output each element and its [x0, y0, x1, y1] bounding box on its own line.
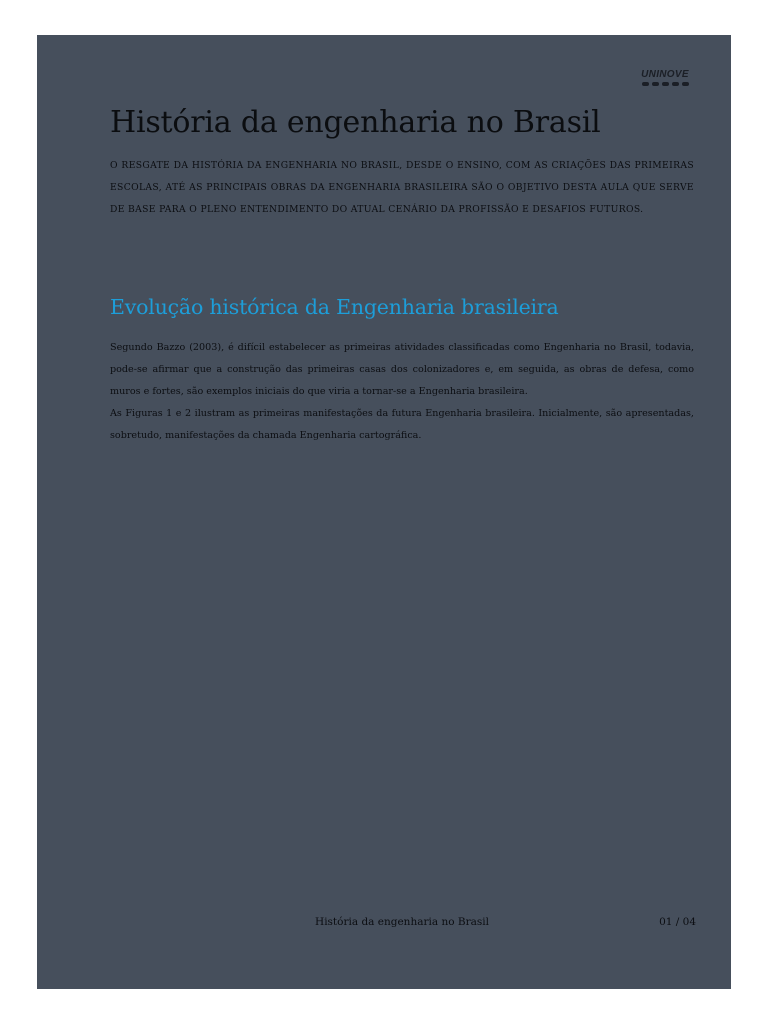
- page-title: História da engenharia no Brasil: [110, 105, 601, 140]
- paragraph: Segundo Bazzo (2003), é difícil estabelecer as primeiras atividades classificadas como Engenharia no Brasil, todavia, pode-se afirmar que a construção das primeiras casas dos colonizadores e, em seguida, as obras de defesa, como muros e fortes, são exemplos iniciais do que viria a tornar-se a Engenharia brasileira.: [110, 342, 694, 397]
- logo-text: UNINOVE: [641, 69, 689, 80]
- page-number: 01 / 04: [659, 916, 696, 928]
- paragraph: As Figuras 1 e 2 ilustram as primeiras manifestações da futura Engenharia brasileira. Inicialmente, são apresentadas, sobretudo, manifestações da chamada Engenharia cartográfica.: [110, 408, 694, 441]
- body-text: [110, 337, 694, 447]
- abstract-text: O RESGATE DA HISTÓRIA DA ENGENHARIA NO BRASIL, DESDE O ENSINO, COM AS CRIAÇÕES DAS PRIMEIRAS ESCOLAS, ATÉ AS PRINCIPAIS OBRAS DA ENGENHARIA BRASILEIRA SÃO O OBJETIVO DESTA AULA QUE SERVE DE BASE PARA O PLENO ENTENDIMENTO DO ATUAL CENÁRIO DA PROFISSÃO E DESAFIOS FUTUROS.: [110, 160, 694, 215]
- section-heading: Evolução histórica da Engenharia brasileira: [110, 295, 559, 319]
- document-page: [37, 35, 731, 989]
- logo-dots: [639, 82, 691, 86]
- footer-title: História da engenharia no Brasil: [315, 916, 489, 928]
- uninove-logo: [639, 70, 691, 86]
